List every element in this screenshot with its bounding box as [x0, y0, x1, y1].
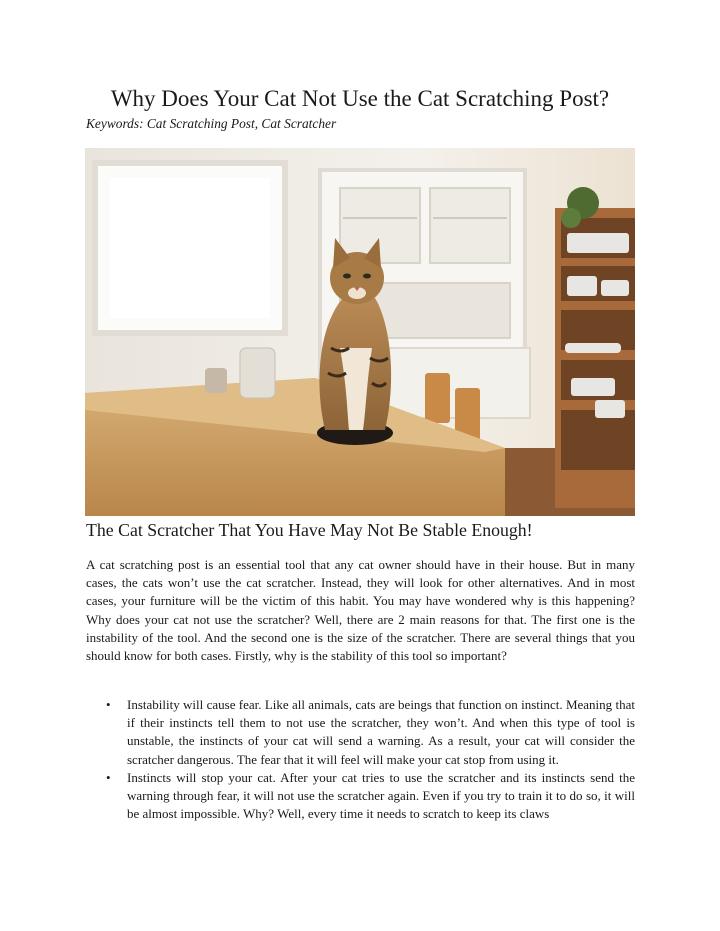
- document-title: Why Does Your Cat Not Use the Cat Scratching Post?: [110, 86, 610, 111]
- list-item: [86, 769, 635, 824]
- bullet-marker: •: [106, 769, 111, 785]
- bullet-list: [86, 696, 635, 823]
- list-item-text: Instincts will stop your cat. After your cat tries to use the scratcher and its instincts send the warning through fear, it will not use the scratcher again. Even if you try to train it to do so, it will be almost impossible. Why? Well, every time it needs to scratch to keep its claws: [127, 769, 635, 822]
- section-heading: The Cat Scratcher That You Have May Not Be Stable Enough!: [86, 520, 533, 540]
- cat-photo: [85, 148, 635, 516]
- body-paragraph: A cat scratching post is an essential tool that any cat owner should have in their house. But in many cases, the cats won’t use the cat scratcher. Instead, they will look for other alternatives. And in most cases, your furniture will be the victim of this habit. You may have wondered why is this happening? Why does your cat not use the scratcher? Well, there are 2 main reasons for that. The first one is the instability of the tool. And the second one is the size of the scratcher. There are several things that you should know for both cases. Firstly, why is the stability of this tool so important?: [86, 557, 635, 664]
- list-item: [86, 696, 635, 769]
- list-item-text: Instability will cause fear. Like all animals, cats are beings that function on instinct. Meaning that if their instincts tell them to not use the scratcher, they won’t. And when this type of tool is unstable, the instincts of your cat will send a warning. As a result, your cat will consider the scratcher dangerous. The fear that it will feel will make your cat stop from using it.: [127, 697, 635, 767]
- bullet-marker: •: [106, 697, 111, 712]
- keywords-line: Keywords: Cat Scratching Post, Cat Scratcher: [86, 116, 337, 131]
